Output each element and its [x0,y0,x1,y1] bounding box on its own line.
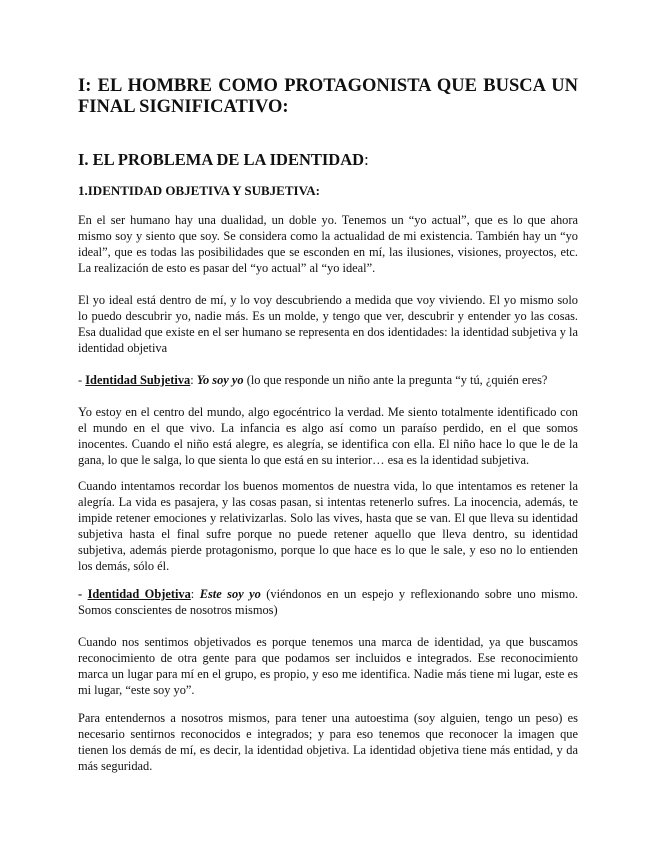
paragraph-5: Cuando intentamos recordar los buenos momentos de nuestra vida, lo que intentamos es retener la alegría. La vida es pasajera, y las cosas pasan, si intentas retenerlo sufres. La inocencia, además, te impide retener emociones y relativizarlas. Solo las vives, hasta que se van. El que lleva su identidad subjetiva hasta el final sufre porque no puede retener aquello que lleva dentro, su identidad subjetiva, además pierde protagonismo, porque lo que hace es lo que le sale, y eso no lo entienden los demás, sólo él. [78,479,578,573]
definition-colon: : [190,373,197,387]
section-heading-colon: : [364,150,369,169]
paragraph-7: Cuando nos sentimos objetivados es porque tenemos una marca de identidad, ya que buscamos reconocimiento de otra gente para que podamos ser incluidos e integrados. Ese reconocimiento marca un lugar para mí en el grupo, es propio, y eso me identifica. Nadie más tiene mi lugar, este es mi lugar, “este soy yo”. [78,635,578,697]
paragraph-objective-definition [78,586,578,618]
section-heading [78,150,578,170]
definition-prefix: - [78,373,86,387]
term-identidad-objetiva: Identidad Objetiva [87,587,191,601]
paragraph-subjective-definition [78,372,578,388]
definition-prefix: - [78,587,88,601]
subsection-heading: 1.IDENTIDAD OBJETIVA Y SUBJETIVA: [78,183,321,198]
phrase-este-soy-yo: Este soy yo [199,587,261,601]
definition-rest: (viéndonos en un espejo y reflexionando sobre uno mismo. Somos conscientes de nosotros mismos) [78,587,578,617]
document-title: I: EL HOMBRE COMO PROTAGONISTA QUE BUSCA UN FINAL SIGNIFICATIVO: [78,76,578,117]
term-identidad-subjetiva: Identidad Subjetiva [85,373,191,387]
paragraph-1: En el ser humano hay una dualidad, un doble yo. Tenemos un “yo actual”, que es lo que ahora mismo soy y siento que soy. Se considera como la actualidad de mi existencia. También hay un “yo ideal”, que es todas las posibilidades que se esconden en mí, las ilusiones, visiones, proyectos, etc. La realización de esto es pasar del “yo actual” al “yo ideal”. [78,213,578,275]
paragraph-2: El yo ideal está dentro de mí, y lo voy descubriendo a medida que voy viviendo. El yo mismo solo lo puedo descubrir yo, nadie más. Es un molde, y tengo que ver, descubrir y entender yo las cosas. Esa dualidad que existe en el ser humano se representa en dos identidades: la identidad subjetiva y la identidad objetiva [78,293,578,355]
section-heading-text: I. EL PROBLEMA DE LA IDENTIDAD [78,150,365,169]
paragraph-8: Para entendernos a nosotros mismos, para tener una autoestima (soy alguien, tengo un peso) es necesario sentirnos reconocidos e integrados; y para eso tenemos que reconocer la imagen que tienen los demás de mí, es decir, la identidad objetiva. La identidad objetiva tiene más entidad, y da más seguridad. [78,711,578,773]
phrase-yo-soy-yo: Yo soy yo [196,373,244,387]
definition-colon: : [190,587,200,601]
paragraph-4: Yo estoy en el centro del mundo, algo egocéntrico la verdad. Me siento totalmente identificado con el mundo en el que vivo. La infancia es algo así como un paraíso perdido, en el que somos inocentes. Cuando el niño está alegre, es alegría, se identifica con ella. El niño hace lo que le de la gana, lo que le salga, lo que sienta lo que está en su interior… esa es la identidad subjetiva. [78,405,578,467]
definition-rest: (lo que responde un niño ante la pregunta “y tú, ¿quién eres? [243,373,548,387]
